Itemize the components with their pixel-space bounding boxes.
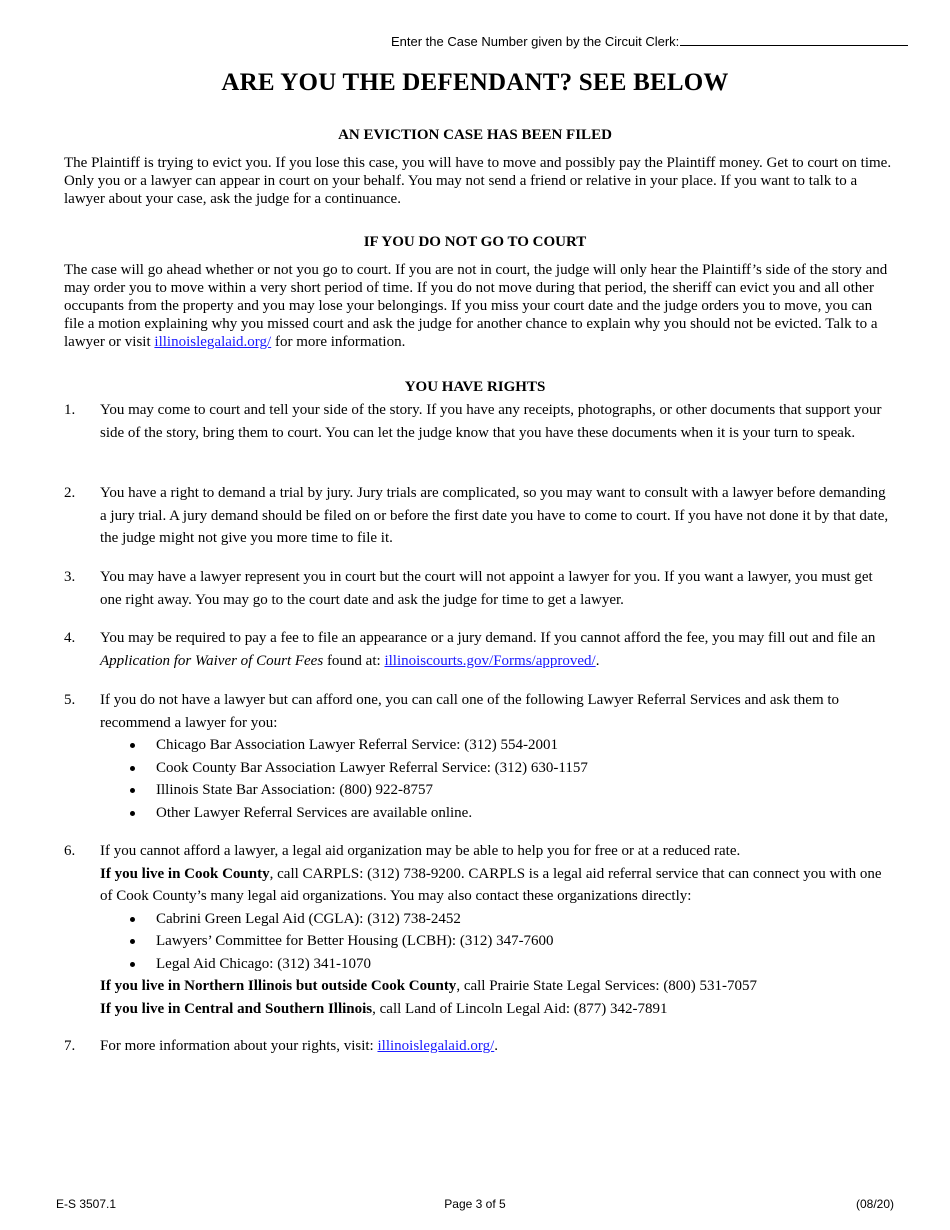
- rights-item-number: 3.: [64, 569, 76, 585]
- court-forms-link[interactable]: illinoiscourts.gov/Forms/approved/: [384, 652, 596, 669]
- fee-waiver-form-name: Application for Waiver of Court Fees: [100, 652, 324, 669]
- rights-item-3: [64, 566, 894, 611]
- rights-item-text: You may come to court and tell your side of the story. If you have any receipts, photographs, or other documents that support your side of the story, bring them to court. You can let the judge know that you have these documents when it is your turn to speak.: [100, 402, 882, 441]
- section-text-eviction: The Plaintiff is trying to evict you. If you lose this case, you will have to move and possibly pay the Plaintiff money. Get to court on time. Only you or a lawyer can appear in court on your behalf. You may not send a friend or relative in your place. If you want to talk to a lawyer about your case, ask the judge for a continuance.: [64, 155, 892, 207]
- list-item: Other Lawyer Referral Services are available online.: [100, 802, 894, 825]
- page-number: Page 3 of 5: [444, 1197, 506, 1211]
- rights-item-text: If you cannot afford a lawyer, a legal aid organization may be able to help you for free or at a reduced rate.: [100, 843, 741, 859]
- rights-item-number: 7.: [64, 1038, 76, 1054]
- central-illinois-label: If you live in Central and Southern Illinois: [100, 1000, 373, 1017]
- central-illinois-text: [100, 998, 894, 1021]
- rights-item-number: 2.: [64, 485, 76, 501]
- section-heading-eviction: AN EVICTION CASE HAS BEEN FILED: [338, 127, 612, 143]
- rights-item-text: [100, 627, 894, 672]
- section-heading-no-court: IF YOU DO NOT GO TO COURT: [363, 234, 587, 250]
- section-heading-rights: YOU HAVE RIGHTS: [404, 379, 546, 395]
- rights-item-4: [64, 627, 894, 672]
- rights-item-text: You may have a lawyer represent you in court but the court will not appoint a lawyer for you. If you want a lawyer, you must get one right away. You may go to the court date and ask the judge for time to get a lawyer.: [100, 569, 873, 608]
- list-item: Lawyers’ Committee for Better Housing (LCBH): (312) 347-7600: [100, 930, 894, 953]
- legal-aid-link[interactable]: illinoislegalaid.org/: [377, 1038, 495, 1054]
- rights-item-6: [64, 840, 894, 1020]
- case-number-line: [391, 33, 908, 49]
- central-illinois-details: , call Land of Lincoln Legal Aid: (877) 342-7891: [372, 1000, 668, 1017]
- rights-item-2: [64, 482, 894, 550]
- section-text-no-court: [64, 261, 892, 351]
- rights-item-number: 5.: [64, 692, 76, 708]
- list-item: Chicago Bar Association Lawyer Referral Service: (312) 554-2001: [100, 734, 894, 757]
- case-number-label: Enter the Case Number given by the Circuit Clerk:: [391, 34, 680, 49]
- rights-item-5: [64, 689, 894, 824]
- list-item: Cook County Bar Association Lawyer Referral Service: (312) 630-1157: [100, 757, 894, 780]
- cook-county-details: , call CARPLS: (312) 738-9200. CARPLS is a legal aid referral service that can connect you with one of Cook County’s many legal aid organizations. You may also contact these organizations directly:: [100, 865, 882, 904]
- list-item: Cabrini Green Legal Aid (CGLA): (312) 738-2452: [100, 908, 894, 931]
- list-item: Illinois State Bar Association: (800) 922-8757: [100, 779, 894, 802]
- list-item: Legal Aid Chicago: (312) 341-1070: [100, 953, 894, 976]
- rights-item-text: You have a right to demand a trial by jury. Jury trials are complicated, so you may want to consult with a lawyer before demanding a jury trial. A jury demand should be filed on or before the first date you have to come to court. If you have not done it by that date, the judge might not give you more time to file it.: [100, 485, 889, 546]
- fee-text-mid: found at:: [323, 652, 385, 669]
- cook-county-text: [100, 863, 894, 908]
- rights-item-number: 4.: [64, 630, 76, 646]
- rights-item-text: If you do not have a lawyer but can afford one, you can call one of the following Lawyer Referral Services and ask them to recommend a lawyer for you:: [100, 692, 840, 731]
- northern-illinois-details: , call Prairie State Legal Services: (800) 531-7057: [456, 978, 758, 994]
- fee-text: You may be required to pay a fee to file an appearance or a jury demand. If you cannot afford the fee, you may fill out and file an: [100, 630, 876, 646]
- referral-service-list: [100, 734, 894, 824]
- legal-aid-list: [100, 908, 894, 976]
- page-title: ARE YOU THE DEFENDANT? SEE BELOW: [221, 69, 729, 96]
- cook-county-label: If you live in Cook County: [100, 865, 270, 882]
- rights-item-number: 1.: [64, 402, 76, 418]
- rights-item-7: [64, 1035, 894, 1058]
- no-court-text: The case will go ahead whether or not you go to court. If you are not in court, the judge will only hear the Plaintiff’s side of the story and may order you to move within a very short period of time. If you do not move during that period, the sheriff can evict you and all other occupants from the property and you may lose your belongings. If you miss your court date and the judge orders you to move, you can file a motion explaining why you missed court and ask the judge for another chance to explain why you should not be evicted. Talk to a lawyer or visit: [64, 262, 888, 350]
- fee-text-after: .: [595, 652, 600, 669]
- form-id: E-S 3507.1: [56, 1197, 117, 1211]
- form-date: (08/20): [855, 1197, 894, 1211]
- case-number-field[interactable]: [680, 33, 908, 46]
- northern-illinois-label: If you live in Northern Illinois but outside Cook County: [100, 978, 457, 994]
- rights-item-1: [64, 399, 894, 444]
- more-info-text-after: .: [494, 1038, 499, 1054]
- northern-illinois-text: [100, 975, 894, 998]
- legal-aid-link[interactable]: illinoislegalaid.org/: [154, 334, 272, 350]
- rights-item-number: 6.: [64, 843, 76, 859]
- no-court-text-after: for more information.: [271, 334, 406, 350]
- more-info-text: For more information about your rights, visit:: [100, 1038, 378, 1054]
